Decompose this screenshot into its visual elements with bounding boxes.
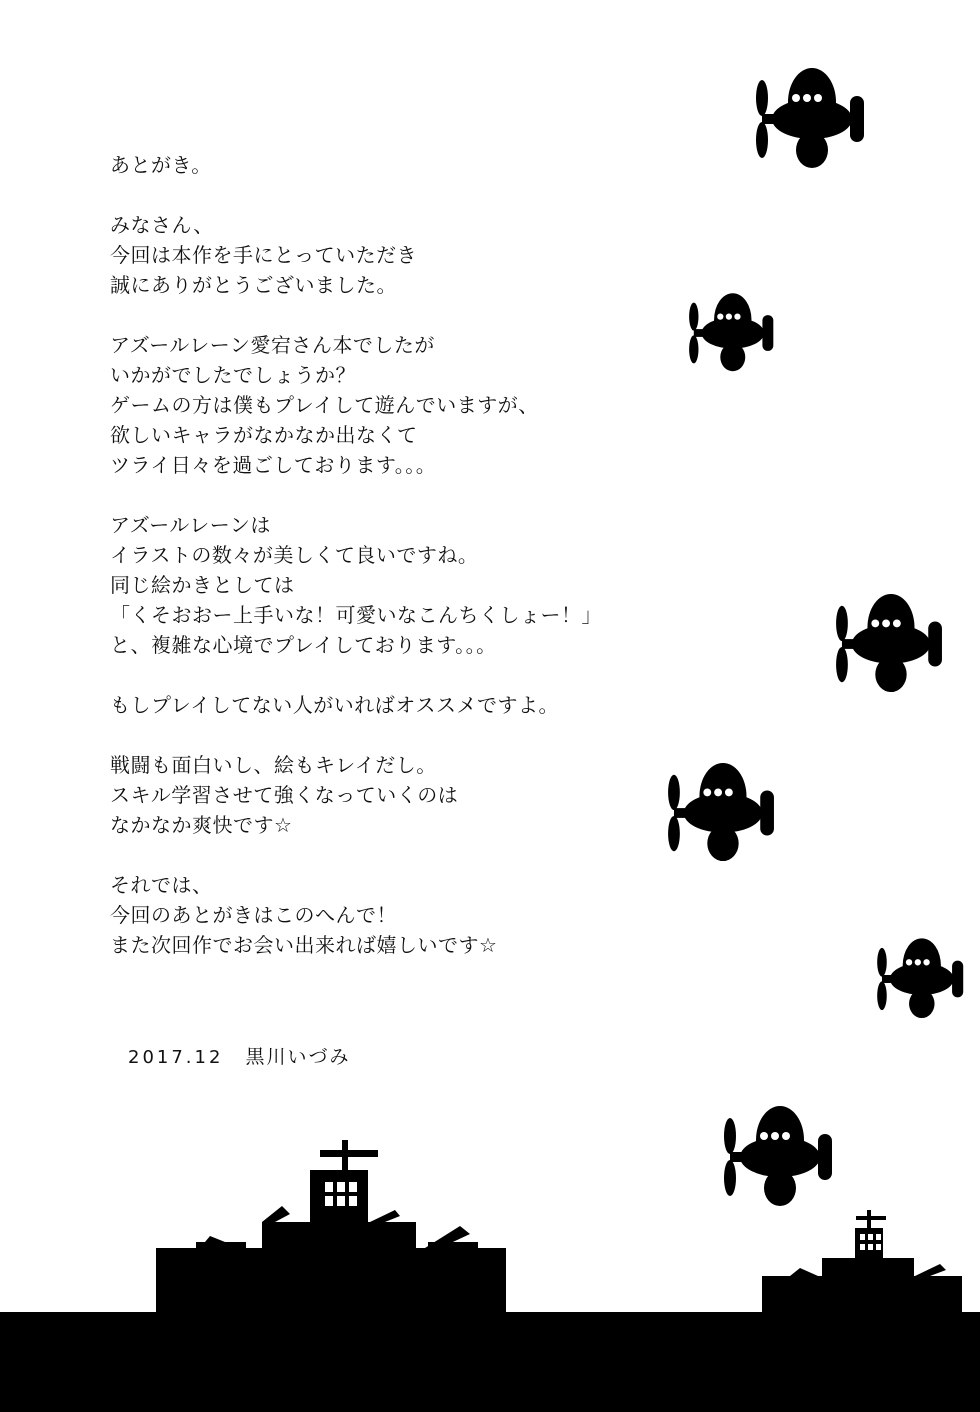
airplane-icon xyxy=(752,68,870,170)
afterword-line: また次回作でお会い出来れば嬉しいです☆ xyxy=(110,933,498,957)
afterword-line: 「くそおおー上手いな！可愛いなこんちくしょー！」 xyxy=(110,603,602,627)
afterword-line: アズールレーンは xyxy=(110,513,271,537)
afterword-line: スキル学習させて強くなっていくのは xyxy=(110,783,459,807)
afterword-line: 今回のあとがきはこのへんで！ xyxy=(110,903,397,927)
paragraph-gap xyxy=(110,180,670,210)
afterword-line: 誠にありがとうございました。 xyxy=(110,273,397,297)
afterword-line: それでは、 xyxy=(110,873,213,897)
sea-surface xyxy=(0,1312,980,1412)
signature-author: 黒川いづみ xyxy=(245,1046,351,1068)
airplane-icon xyxy=(664,763,780,863)
sea-scene xyxy=(0,1130,980,1412)
paragraph-gap xyxy=(110,840,670,870)
afterword-line: みなさん、 xyxy=(110,213,214,237)
afterword-line: ゲームの方は僕もプレイして遊んでいますが、 xyxy=(110,393,539,417)
afterword-line: アズールレーン愛宕さん本でしたが xyxy=(110,333,435,357)
afterword-line: と、複雑な心境でプレイしております。。。 xyxy=(110,633,497,657)
small-battleship-silhouette xyxy=(762,1210,962,1326)
afterword-line: 戦闘も面白いし、絵もキレイだし。 xyxy=(110,753,437,777)
afterword-line: もしプレイしてない人がいればオススメですよ。 xyxy=(110,693,559,717)
afterword-line: ツライ日々を過ごしております。。。 xyxy=(110,453,437,477)
battleship-silhouette xyxy=(156,1140,506,1326)
afterword-title: あとがき。 xyxy=(110,153,212,177)
paragraph-gap xyxy=(110,480,670,510)
afterword-text xyxy=(110,150,670,960)
paragraph-gap xyxy=(110,720,670,750)
afterword-line: 同じ絵かきとしては xyxy=(110,573,295,597)
paragraph-gap xyxy=(110,660,670,690)
afterword-line: なかなか爽快です☆ xyxy=(110,813,293,837)
airplane-icon xyxy=(686,293,778,373)
afterword-line: 欲しいキャラがなかなか出なくて xyxy=(110,423,418,447)
afterword-line: イラストの数々が美しくて良いですね。 xyxy=(110,543,479,567)
afterword-line: いかがでしたでしょうか？ xyxy=(110,363,356,387)
airplane-icon xyxy=(832,594,948,694)
afterword-line: 今回は本作を手にとっていただき xyxy=(110,243,418,267)
airplane-icon xyxy=(874,938,968,1020)
signature-date: 2017.12 xyxy=(128,1047,224,1068)
paragraph-gap xyxy=(110,300,670,330)
signature xyxy=(128,1042,350,1069)
